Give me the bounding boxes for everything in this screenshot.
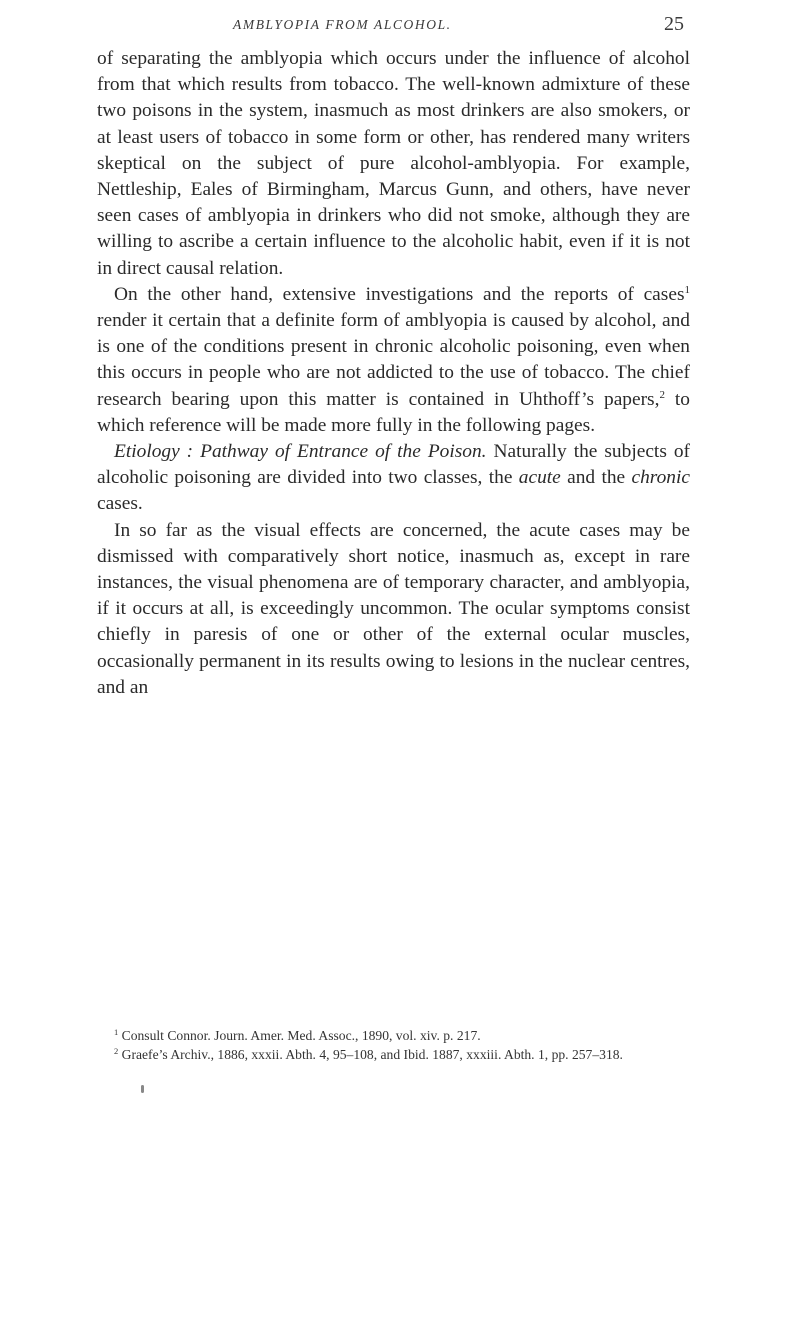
running-head — [97, 13, 690, 39]
paragraph-1 — [97, 46, 690, 282]
paragraph-2-text-b: render it certain that a definite form of amblyopia is caused by alcohol, and is one of the conditions present in chronic alcoholic poisoning, even when this occurs in people who are not addicted to the use of tobacco. The chief research bearing upon this matter is contained in Uhthoff’s papers, — [97, 310, 690, 410]
footnote-1-text: Consult Connor. Journ. Amer. Med. Assoc., 1890, vol. xiv. p. 217. — [118, 1028, 481, 1043]
paragraph-2-text-c: to which reference will be made more fully in the following pages. — [97, 388, 690, 436]
footnote-1 — [97, 1027, 690, 1046]
paragraph-4-text: In so far as the visual effects are concerned, the acute cases may be dismissed with comparatively short notice, inasmuch as, except in rare instances, the visual phenomena are of temporary character, and amblyopia, if it occurs at all, is exceedingly uncommon. The ocular symptoms consist chiefly in paresis of one or other of the external ocular muscles, occasionally permanent in its results owing to lesions in the nuclear centres, and an — [97, 519, 690, 698]
footnote-2-text: Graefe’s Archiv., 1886, xxxii. Abth. 4, 95–108, and Ibid. 1887, xxxiii. Abth. 1, pp. 257–318. — [118, 1046, 623, 1062]
footnote-2-marker: 2 — [114, 1045, 119, 1056]
body-text — [97, 46, 690, 701]
term-acute: acute — [518, 467, 561, 489]
footnotes — [97, 1027, 690, 1064]
paragraph-2 — [97, 282, 690, 439]
paragraph-1-text: of separating the amblyopia which occurs under the influence of alcohol from that which results from tobacco. The well-known admixture of these two poisons in the system, inasmuch as most drinkers are also smokers, or at least users of tobacco in some form or other, has rendered many writers skeptical on the subject of pure alcohol-amblyopia. For example, Nettleship, Eales of Birmingham, Marcus Gunn, and others, have never seen cases of amblyopia in drinkers who did not smoke, although they are willing to ascribe a certain influence to the alcoholic habit, even if it is not in direct causal relation. — [97, 48, 690, 279]
running-title: AMBLYOPIA FROM ALCOHOL. — [233, 17, 452, 32]
section-heading: Etiology : Pathway of Entrance of the Poison. — [114, 441, 487, 463]
page-number: 25 — [664, 13, 684, 35]
paragraph-3-text-c: cases. — [97, 493, 143, 515]
footnote-ref-2: 2 — [659, 388, 665, 401]
paragraph-3-text-a: Naturally the subjects of alcoholic poisoning are divided into two classes, the — [97, 441, 690, 489]
paragraph-2-text-a: On the other hand, extensive investigations and the reports of cases — [114, 283, 685, 305]
paragraph-3-text-b: and the — [560, 467, 632, 489]
paragraph-3 — [97, 439, 690, 518]
paragraph-4 — [97, 518, 690, 701]
footnote-2 — [97, 1046, 690, 1065]
footnote-ref-1: 1 — [684, 283, 690, 296]
term-chronic: chronic — [631, 467, 690, 489]
footnote-1-marker: 1 — [114, 1027, 119, 1037]
ink-speck — [141, 1085, 144, 1093]
